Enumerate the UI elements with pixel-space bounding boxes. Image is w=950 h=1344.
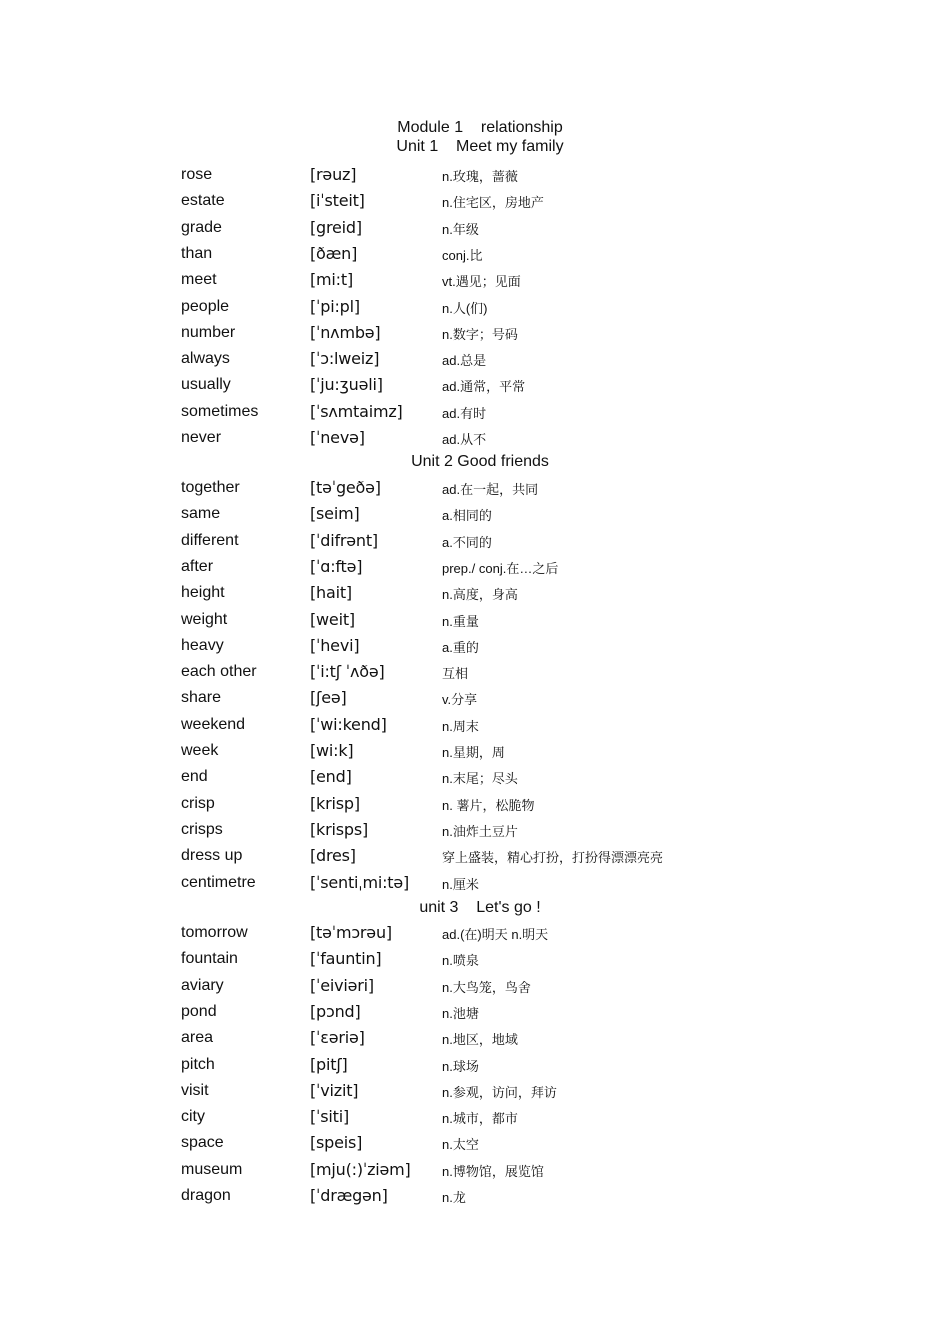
phonetic-transcription: [weit] (310, 609, 355, 629)
phonetic-transcription: [ˈsentiˌmi:tə] (310, 872, 410, 892)
chinese-meaning: n.人(们) (442, 300, 488, 316)
chinese-meaning: n.池塘 (442, 1005, 479, 1021)
chinese-meaning: n.厘米 (442, 876, 479, 892)
chinese-meaning: n. 薯片，松脆物 (442, 797, 535, 813)
english-word: pond (181, 1002, 217, 1020)
vocab-row (181, 1055, 881, 1077)
chinese-meaning: n.周末 (442, 718, 479, 734)
phonetic-transcription: [mju(:)ˈziəm] (310, 1159, 411, 1179)
vocab-row (181, 349, 881, 371)
english-word: space (181, 1134, 224, 1152)
english-word: crisp (181, 794, 215, 812)
chinese-meaning: prep./ conj.在…之后 (442, 560, 559, 576)
chinese-meaning: ad.有时 (442, 405, 487, 421)
phonetic-transcription: [ˈɛəriə] (310, 1028, 365, 1048)
vocab-row (181, 1186, 881, 1208)
english-word: different (181, 531, 239, 549)
vocab-row (181, 428, 881, 450)
chinese-meaning: n.球场 (442, 1058, 479, 1074)
vocab-row (181, 165, 881, 187)
chinese-meaning: conj.比 (442, 247, 483, 263)
phonetic-transcription: [hait] (310, 583, 352, 603)
phonetic-transcription: [ˈsiti] (310, 1107, 349, 1127)
chinese-meaning: a.相同的 (442, 508, 492, 524)
vocab-row (181, 662, 881, 684)
vocab-row (181, 741, 881, 763)
english-word: same (181, 505, 221, 523)
vocab-row (181, 323, 881, 345)
english-word: dress up (181, 847, 243, 865)
english-word: each other (181, 663, 257, 681)
english-word: together (181, 479, 240, 496)
vocab-row (181, 1081, 881, 1103)
vocab-row (181, 794, 881, 816)
module-title: Module 1 relationship (397, 119, 563, 136)
vocab-row (181, 715, 881, 737)
chinese-meaning: n.地区，地域 (442, 1032, 518, 1048)
english-word: heavy (181, 636, 224, 654)
vocab-row (181, 531, 881, 553)
phonetic-transcription: [krisp] (310, 793, 360, 813)
english-word: never (181, 429, 222, 446)
english-word: dragon (181, 1187, 231, 1204)
phonetic-transcription: [pitʃ] (310, 1054, 348, 1074)
unit-title: unit 3 Let's go ! (419, 899, 541, 916)
vocab-row (181, 270, 881, 292)
english-word: always (181, 350, 230, 368)
chinese-meaning: n.太空 (442, 1137, 479, 1153)
english-word: crisps (181, 820, 223, 838)
vocab-row (181, 976, 881, 998)
english-word: share (181, 689, 222, 707)
phonetic-transcription: [greid] (310, 217, 362, 237)
phonetic-transcription: [end] (310, 767, 352, 787)
vocab-row (181, 218, 881, 240)
chinese-meaning: n.喷泉 (442, 953, 479, 969)
english-word: city (181, 1108, 205, 1126)
phonetic-transcription: [dres] (310, 846, 356, 866)
chinese-meaning: n.大鸟笼，鸟舍 (442, 979, 531, 995)
english-word: aviary (181, 976, 224, 994)
chinese-meaning: n.参观，访问，拜访 (442, 1084, 557, 1100)
phonetic-transcription: [ˈju:ʒuəli] (310, 375, 383, 395)
english-word: number (181, 323, 236, 341)
phonetic-transcription: [mi:t] (310, 270, 353, 290)
english-word: height (181, 584, 225, 602)
vocab-row (181, 636, 881, 658)
chinese-meaning: n.重量 (442, 613, 479, 629)
phonetic-transcription: [speis] (310, 1133, 363, 1153)
english-word: usually (181, 376, 231, 394)
vocab-row (181, 767, 881, 789)
vocab-row (181, 478, 881, 500)
chinese-meaning: n.玫瑰，蔷薇 (442, 169, 518, 184)
phonetic-transcription: [ˈsʌmtaimz] (310, 401, 403, 421)
phonetic-transcription: [ˈɑ:ftə] (310, 556, 363, 576)
phonetic-transcription: [seim] (310, 504, 360, 524)
english-word: meet (181, 271, 217, 289)
phonetic-transcription: [krisps] (310, 819, 369, 839)
phonetic-transcription: [təˈgeðə] (310, 478, 381, 497)
chinese-meaning: 穿上盛装，精心打扮，打扮得漂漂亮亮 (442, 850, 664, 866)
vocab-row (181, 923, 881, 945)
vocab-row (181, 557, 881, 579)
phonetic-transcription: [pɔnd] (310, 1001, 361, 1021)
english-word: sometimes (181, 402, 259, 420)
vocab-row (181, 846, 881, 868)
phonetic-transcription: [ˈɔ:lweiz] (310, 349, 380, 369)
english-word: weight (181, 610, 228, 628)
phonetic-transcription: [rəuz] (310, 165, 357, 184)
chinese-meaning: a.不同的 (442, 534, 492, 550)
english-word: museum (181, 1160, 243, 1178)
phonetic-transcription: [ˈhevi] (310, 635, 360, 655)
vocab-row (181, 873, 881, 895)
chinese-meaning: n.龙 (442, 1190, 466, 1205)
vocab-row (181, 688, 881, 710)
vocab-row (181, 1028, 881, 1050)
vocab-row (181, 1002, 881, 1024)
phonetic-transcription: [ʃeə] (310, 688, 347, 708)
vocab-row (181, 610, 881, 632)
vocab-row (181, 1160, 881, 1182)
vocab-row (181, 583, 881, 605)
unit-title: Unit 1 Meet my family (396, 138, 564, 155)
english-word: than (181, 244, 213, 262)
chinese-meaning: n.油炸土豆片 (442, 823, 518, 839)
chinese-meaning: n.住宅区，房地产 (442, 195, 544, 211)
vocab-row (181, 949, 881, 971)
english-word: pitch (181, 1055, 215, 1073)
english-word: estate (181, 192, 225, 210)
vocab-row (181, 297, 881, 319)
vocab-row (181, 504, 881, 526)
english-word: area (181, 1029, 214, 1047)
phonetic-transcription: [ˈdrægən] (310, 1186, 388, 1205)
chinese-meaning: n.博物馆，展览馆 (442, 1163, 544, 1179)
vocab-row (181, 820, 881, 842)
english-word: centimetre (181, 873, 256, 891)
english-word: grade (181, 218, 222, 236)
english-word: after (181, 557, 214, 575)
english-word: rose (181, 166, 213, 183)
vocab-row (181, 402, 881, 424)
phonetic-transcription: [ˈpi:pl] (310, 296, 360, 316)
phonetic-transcription: [ˈfauntin] (310, 949, 382, 969)
phonetic-transcription: [ˈdifrənt] (310, 530, 378, 550)
phonetic-transcription: [ˈvizit] (310, 1080, 359, 1100)
vocab-row (181, 244, 881, 266)
chinese-meaning: n.星期，周 (442, 745, 505, 760)
english-word: people (181, 297, 230, 315)
vocab-row (181, 375, 881, 397)
chinese-meaning: n.数字；号码 (442, 326, 518, 342)
chinese-meaning: ad.(在)明天 n.明天 (442, 927, 549, 942)
english-word: visit (181, 1081, 209, 1099)
vocab-row (181, 1107, 881, 1129)
phonetic-transcription: [ˈnʌmbə] (310, 322, 381, 342)
phonetic-transcription: [ðæn] (310, 243, 358, 263)
chinese-meaning: 互相 (442, 666, 469, 682)
vocab-row (181, 1133, 881, 1155)
chinese-meaning: v.分享 (442, 692, 478, 708)
phonetic-transcription: [ˈeiviəri] (310, 975, 374, 995)
chinese-meaning: ad.在一起，共同 (442, 482, 539, 497)
english-word: weekend (181, 715, 246, 733)
phonetic-transcription: [iˈsteit] (310, 191, 365, 211)
chinese-meaning: n.城市，都市 (442, 1111, 518, 1127)
unit-title: Unit 2 Good friends (411, 453, 549, 470)
chinese-meaning: vt.遇见；见面 (442, 274, 521, 290)
chinese-meaning: n.高度，身高 (442, 587, 518, 603)
phonetic-transcription: [ˈi:tʃ ˈʌðə] (310, 662, 385, 682)
english-word: tomorrow (181, 924, 248, 941)
chinese-meaning: ad.总是 (442, 353, 487, 369)
phonetic-transcription: [wi:k] (310, 741, 354, 760)
english-word: fountain (181, 950, 238, 968)
phonetic-transcription: [təˈmɔrəu] (310, 923, 392, 942)
english-word: end (181, 768, 208, 786)
chinese-meaning: a.重的 (442, 639, 479, 655)
phonetic-transcription: [ˈwi:kend] (310, 714, 387, 734)
vocab-row (181, 191, 881, 213)
chinese-meaning: ad.通常，平常 (442, 379, 526, 395)
phonetic-transcription: [ˈnevə] (310, 428, 365, 447)
chinese-meaning: n.末尾；尽头 (442, 771, 518, 787)
chinese-meaning: ad.从不 (442, 432, 487, 447)
chinese-meaning: n.年级 (442, 221, 479, 237)
english-word: week (181, 742, 219, 759)
